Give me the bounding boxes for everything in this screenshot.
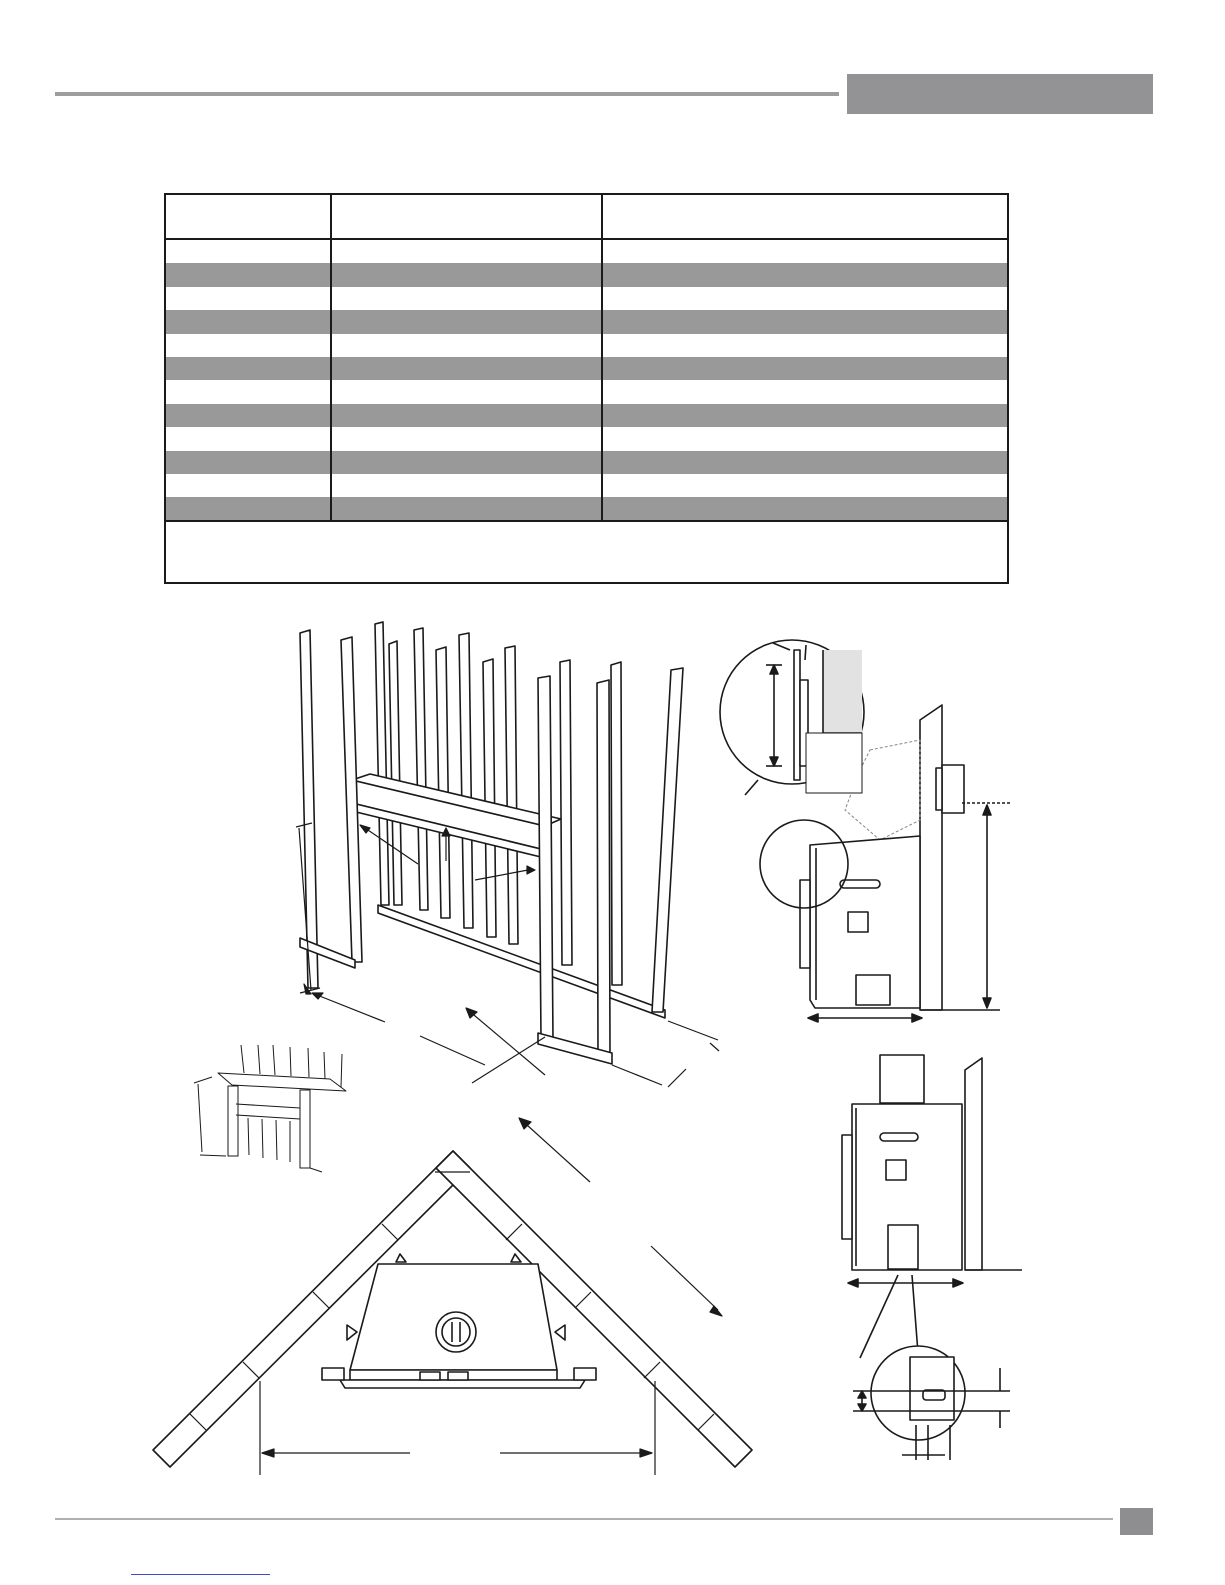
corner-installation-plan-view	[153, 1118, 752, 1475]
wall-stud-framing-isometric	[296, 622, 719, 1087]
side-view-gas-inlet	[842, 1055, 1022, 1358]
mantel-framing-inset	[194, 1045, 346, 1172]
footer-link-underline[interactable]	[131, 1574, 270, 1575]
footer-rule	[55, 1518, 1113, 1520]
detail-gas-inlet-circle	[853, 1346, 1010, 1460]
page-number-tab	[1120, 1508, 1153, 1535]
